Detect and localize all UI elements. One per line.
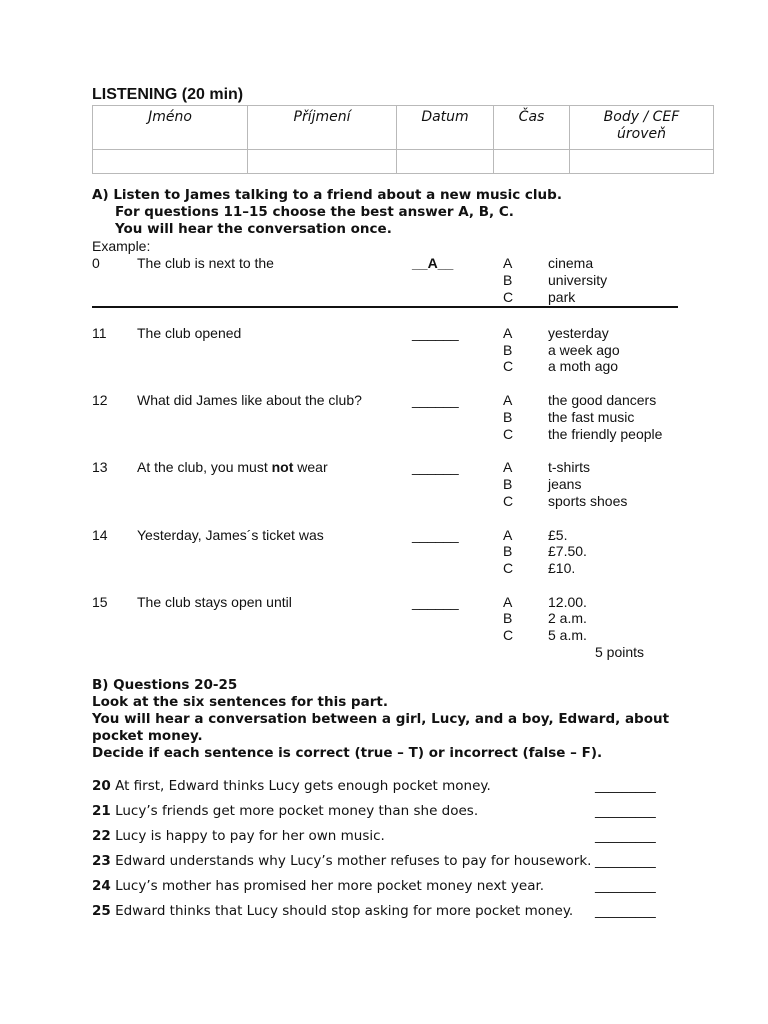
part-b-instruction-3: pocket money.: [92, 728, 203, 744]
option-letter: B: [503, 476, 513, 492]
part-a-points: 5 points: [595, 644, 645, 660]
first-name-cell[interactable]: [93, 150, 248, 174]
part-b-heading: B) Questions 20-25: [92, 677, 238, 693]
option-letter: C: [503, 358, 514, 374]
example-label: Example:: [92, 238, 151, 254]
statement-21: [92, 803, 478, 819]
option-letter: B: [503, 272, 513, 288]
option-text: university: [548, 272, 608, 288]
statement-number: 22: [92, 828, 111, 844]
page-title: LISTENING (20 min): [92, 86, 244, 103]
answer-blank[interactable]: _________: [595, 828, 656, 844]
option-text: £10.: [548, 560, 576, 576]
statement-20: [92, 778, 491, 794]
option-text: a week ago: [548, 342, 620, 358]
option-text: £7.50.: [548, 543, 587, 559]
option-letter: C: [503, 560, 514, 576]
statement-text: Lucy’s friends get more pocket money than she does.: [110, 803, 479, 819]
date-cell[interactable]: [397, 150, 494, 174]
option-letter: A: [503, 459, 513, 475]
option-letter: A: [503, 325, 513, 341]
option-text: cinema: [548, 255, 594, 271]
answer-blank[interactable]: _________: [595, 853, 656, 869]
option-text: jeans: [548, 476, 582, 492]
header-surname: Příjmení: [248, 106, 397, 150]
question-number: 15: [92, 594, 108, 610]
question-text: [137, 459, 328, 475]
example-answer: __A__: [412, 255, 454, 271]
part-a-instruction-1: A) Listen to James talking to a friend about a new music club.: [92, 187, 562, 203]
option-text: £5.: [548, 527, 568, 543]
option-text: park: [548, 289, 576, 305]
answer-blank[interactable]: ______: [412, 392, 459, 408]
part-b-instruction-2: You will hear a conversation between a girl, Lucy, and a boy, Edward, about: [92, 711, 670, 727]
question-number: 14: [92, 527, 108, 543]
option-letter: C: [503, 426, 514, 442]
statement-text: Lucy is happy to pay for her own music.: [110, 828, 385, 844]
option-text: the fast music: [548, 409, 635, 425]
question-text: Yesterday, James´s ticket was: [137, 527, 324, 543]
example-divider: [92, 306, 678, 308]
question-text-part: At the club, you must: [137, 459, 272, 475]
question-text: What did James like about the club?: [137, 392, 362, 408]
header-date: Datum: [397, 106, 494, 150]
statement-22: [92, 828, 385, 844]
question-text: The club opened: [137, 325, 242, 341]
statement-number: 25: [92, 903, 111, 919]
part-a-instruction-3: You will hear the conversation once.: [115, 221, 392, 237]
header-time: Čas: [494, 106, 570, 150]
statement-number: 24: [92, 878, 111, 894]
option-text: 5 a.m.: [548, 627, 587, 643]
part-b-instruction-4: Decide if each sentence is correct (true – T) or incorrect (false – F).: [92, 745, 603, 761]
time-cell[interactable]: [494, 150, 570, 174]
option-letter: A: [503, 392, 513, 408]
statement-text: Lucy’s mother has promised her more pocket money next year.: [110, 878, 545, 894]
header-points-level-text: Body / CEF úroveň: [603, 109, 680, 142]
points-level-cell[interactable]: [570, 150, 714, 174]
option-text: yesterday: [548, 325, 609, 341]
option-letter: B: [503, 342, 513, 358]
question-number: 0: [92, 255, 100, 271]
part-b-instruction-1: Look at the six sentences for this part.: [92, 694, 388, 710]
option-letter: A: [503, 527, 513, 543]
option-letter: B: [503, 409, 513, 425]
question-text: The club is next to the: [137, 255, 274, 271]
answer-blank[interactable]: _________: [595, 903, 656, 919]
question-text: The club stays open until: [137, 594, 292, 610]
answer-blank[interactable]: ______: [412, 459, 459, 475]
answer-blank[interactable]: _________: [595, 803, 656, 819]
question-number: 12: [92, 392, 108, 408]
option-text: sports shoes: [548, 493, 628, 509]
question-number: 13: [92, 459, 108, 475]
option-text: the friendly people: [548, 426, 663, 442]
option-text: 12.00.: [548, 594, 587, 610]
statement-number: 21: [92, 803, 111, 819]
statement-text: At first, Edward thinks Lucy gets enough pocket money.: [110, 778, 491, 794]
option-letter: A: [503, 594, 513, 610]
header-points-level: [570, 106, 714, 150]
option-letter: C: [503, 289, 514, 305]
statement-25: [92, 903, 573, 919]
option-letter: A: [503, 255, 513, 271]
statement-24: [92, 878, 544, 894]
option-text: the good dancers: [548, 392, 657, 408]
answer-blank[interactable]: _________: [595, 878, 656, 894]
student-info-table: [92, 105, 714, 174]
option-letter: C: [503, 493, 514, 509]
answer-blank[interactable]: ______: [412, 325, 459, 341]
answer-blank[interactable]: ______: [412, 527, 459, 543]
table-input-row: [93, 150, 714, 174]
statement-23: [92, 853, 591, 869]
answer-blank[interactable]: ______: [412, 594, 459, 610]
question-text-emphasis: not: [271, 459, 294, 475]
option-text: t-shirts: [548, 459, 590, 475]
option-letter: B: [503, 543, 513, 559]
answer-blank[interactable]: _________: [595, 778, 656, 794]
statement-text: Edward understands why Lucy’s mother refuses to pay for housework.: [110, 853, 592, 869]
statement-number: 20: [92, 778, 111, 794]
question-number: 11: [92, 325, 107, 341]
question-text-part: wear: [293, 459, 328, 475]
header-first-name: Jméno: [93, 106, 248, 150]
option-text: a moth ago: [548, 358, 619, 374]
option-letter: B: [503, 610, 513, 626]
surname-cell[interactable]: [248, 150, 397, 174]
statement-text: Edward thinks that Lucy should stop asking for more pocket money.: [110, 903, 574, 919]
option-text: 2 a.m.: [548, 610, 587, 626]
statement-number: 23: [92, 853, 111, 869]
option-letter: C: [503, 627, 514, 643]
part-a-instruction-2: For questions 11–15 choose the best answer A, B, C.: [115, 204, 514, 220]
table-header-row: [93, 106, 714, 150]
